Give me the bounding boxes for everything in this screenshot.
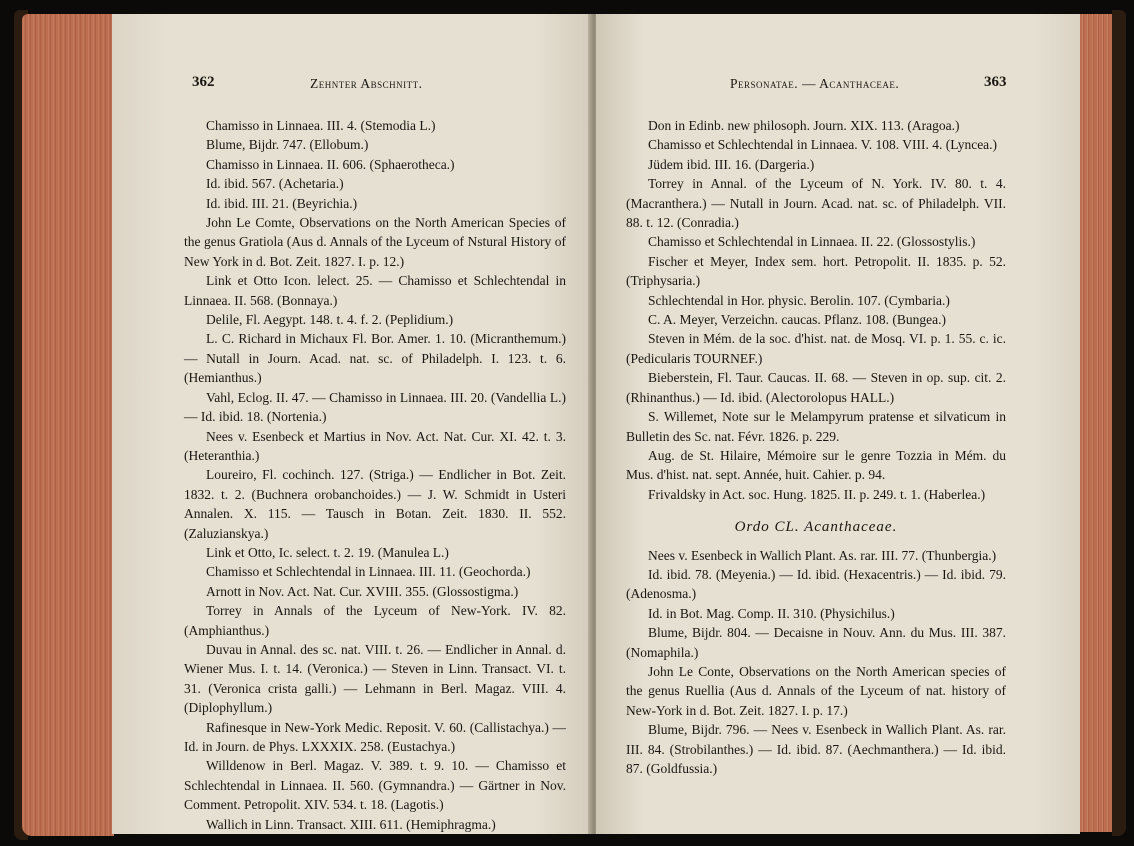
citation-paragraph: L. C. Richard in Michaux Fl. Bor. Amer. 1. 10. (Micranthemum.) — Nutall in Journ. Acad. nat. sc. of Philadelph. I. 123. t. 6. (Hemianthus.) bbox=[184, 331, 566, 386]
citation-paragraph: Aug. de St. Hilaire, Mémoire sur le genre Tozzia in Mém. du Mus. d'hist. nat. sept. Année, huit. Cahier. p. 94. bbox=[626, 447, 1006, 483]
citation-paragraph: Delile, Fl. Aegypt. 148. t. 4. f. 2. (Peplidium.) bbox=[206, 312, 454, 328]
citation-paragraph: Loureiro, Fl. cochinch. 127. (Striga.) — Endlicher in Bot. Zeit. 1832. t. 2. (Buchnera orobanchoides.) — J. W. Schmidt in Usteri Annalen. X. 115. — Tausch in Botan. Zeit. 1830. II. 552. (Zaluzianskya.) bbox=[184, 467, 566, 541]
citation-paragraph: Link et Otto Icon. lelect. 25. — Chamisso et Schlechtendal in Linnaea. II. 568. (Bonnaya.) bbox=[184, 273, 566, 308]
left-page-number: 362 bbox=[192, 74, 215, 90]
citation-paragraph: Chamisso et Schlechtendal in Linnaea. V. 108. VIII. 4. (Lyncea.) bbox=[648, 137, 998, 153]
citation-paragraph: John Le Comte, Observations on the North American Species of the genus Gratiola (Aus d. Annals of the Lyceum of Nstural History of New York in d. Bot. Zeit. 1827. I. p. 12.) bbox=[184, 215, 566, 269]
citation-paragraph: Fischer et Meyer, Index sem. hort. Petropolit. II. 1835. p. 52. (Triphysaria.) bbox=[626, 253, 1006, 289]
citation-paragraph: Blume, Bijdr. 796. — Nees v. Esenbeck in Wallich Plant. As. rar. III. 84. (Strobilanthes.) — Id. ibid. 87. (Aechmanthera.) — Id. ibid. 87. (Goldfussia.) bbox=[626, 722, 1006, 776]
citation-paragraph: Steven in Mém. de la soc. d'hist. nat. de Mosq. VI. p. 1. 55. c. ic. (Pedicularis TOURNEF.) bbox=[626, 331, 1006, 366]
citation-paragraph: Vahl, Eclog. II. 47. — Chamisso in Linnaea. III. 20. (Vandellia L.) — Id. ibid. 18. (Nortenia.) bbox=[184, 389, 566, 425]
citation-paragraph: Torrey in Annals of the Lyceum of New-York. IV. 82. (Amphianthus.) bbox=[184, 603, 566, 638]
citation-paragraph: John Le Conte, Observations on the North American species of the genus Ruellia (Aus d. Annals of the Lyceum of nat. history of New-York in d. Bot. Zeit. 1827. I. p. 17.) bbox=[626, 663, 1006, 718]
right-page bbox=[596, 14, 1080, 834]
citation-paragraph: Duvau in Annal. des sc. nat. VIII. t. 26. — Endlicher in Annal. d. Wiener Mus. I. t. 14. (Veronica.) — Steven in Linn. Transact. VI. t. 31. (Veronica crista galli.) — Lehmann in Berl. Magaz. VIII. 4. (Diplophyllum.) bbox=[184, 641, 566, 716]
section-heading: Ordo CL. Acanthaceae. bbox=[734, 519, 898, 536]
citation-paragraph: Blume, Bijdr. 747. (Ellobum.) bbox=[206, 137, 369, 153]
citation-paragraph: Chamisso et Schlechtendal in Linnaea. III. 11. (Geochorda.) bbox=[206, 564, 531, 580]
citation-paragraph: Nees v. Esenbeck et Martius in Nov. Act. Nat. Cur. XI. 42. t. 3. (Heteranthia.) bbox=[184, 428, 566, 463]
page-edges-left bbox=[22, 14, 114, 836]
citation-paragraph: Chamisso in Linnaea. II. 606. (Sphaerotheca.) bbox=[206, 156, 455, 172]
citation-paragraph: Id. ibid. 567. (Achetaria.) bbox=[206, 176, 344, 192]
citation-paragraph: Arnott in Nov. Act. Nat. Cur. XVIII. 355. (Glossostigma.) bbox=[206, 583, 519, 599]
right-page-body bbox=[626, 116, 1006, 778]
citation-paragraph: Don in Edinb. new philosoph. Journ. XIX. 113. (Aragoa.) bbox=[648, 118, 960, 133]
left-running-head: Zehnter Abschnitt. bbox=[310, 76, 423, 91]
citation-paragraph: Id. ibid. 78. (Meyenia.) — Id. ibid. (Hexacentris.) — Id. ibid. 79. (Adenosma.) bbox=[626, 566, 1006, 602]
book-cover-right bbox=[1112, 10, 1126, 836]
citation-paragraph: Id. in Bot. Mag. Comp. II. 310. (Physichilus.) bbox=[648, 605, 895, 621]
citation-paragraph: Schlechtendal in Hor. physic. Berolin. 107. (Cymbaria.) bbox=[648, 292, 950, 308]
citation-paragraph: Rafinesque in New-York Medic. Reposit. V. 60. (Callistachya.) — Id. in Journ. de Phys. LXXXIX. 258. (Eustachya.) bbox=[184, 719, 566, 754]
left-page bbox=[112, 14, 592, 834]
right-running-head: Personatae. — Acanthaceae. bbox=[730, 76, 900, 91]
citation-paragraph: Chamisso in Linnaea. III. 4. (Stemodia L.) bbox=[206, 118, 436, 133]
citation-paragraph: Torrey in Annal. of the Lyceum of N. York. IV. 80. t. 4. (Macranthera.) — Nutall in Journ. Acad. nat. sc. of Philadelph. VII. 88. t. 12. (Conradia.) bbox=[626, 176, 1006, 231]
left-page-body bbox=[184, 116, 566, 834]
citation-paragraph: Jüdem ibid. III. 16. (Dargeria.) bbox=[648, 156, 815, 172]
citation-paragraph: C. A. Meyer, Verzeichn. caucas. Pflanz. 108. (Bungea.) bbox=[648, 312, 946, 328]
citation-paragraph: Link et Otto, Ic. select. t. 2. 19. (Manulea L.) bbox=[206, 544, 449, 560]
citation-paragraph: Frivaldsky in Act. soc. Hung. 1825. II. p. 249. t. 1. (Haberlea.) bbox=[648, 486, 986, 502]
citation-paragraph: Wallich in Linn. Transact. XIII. 611. (Hemiphragma.) bbox=[206, 816, 496, 832]
citation-paragraph: Blume, Bijdr. 804. — Decaisne in Nouv. Ann. du Mus. III. 387. (Nomaphila.) bbox=[626, 625, 1006, 660]
citation-paragraph: Bieberstein, Fl. Taur. Caucas. II. 68. — Steven in op. sup. cit. 2. (Rhinanthus.) — Id. ibid. (Alectorolopus HALL.) bbox=[626, 370, 1006, 405]
citation-paragraph: Id. ibid. III. 21. (Beyrichia.) bbox=[206, 195, 358, 211]
citation-paragraph: Willdenow in Berl. Magaz. V. 389. t. 9. 10. — Chamisso et Schlechtendal in Linnaea. II. 560. (Gymnandra.) — Gärtner in Nov. Comment. Petropolit. XIV. 534. t. 18. (Lagotis.) bbox=[184, 758, 566, 813]
right-page-number: 363 bbox=[984, 74, 1007, 90]
citation-paragraph: Nees v. Esenbeck in Wallich Plant. As. rar. III. 77. (Thunbergia.) bbox=[648, 547, 997, 563]
citation-paragraph: Chamisso et Schlechtendal in Linnaea. II. 22. (Glossostylis.) bbox=[648, 234, 976, 250]
citation-paragraph: S. Willemet, Note sur le Melampyrum pratense et silvaticum in Bulletin des Sc. nat. Févr. 1826. p. 229. bbox=[626, 409, 1006, 444]
